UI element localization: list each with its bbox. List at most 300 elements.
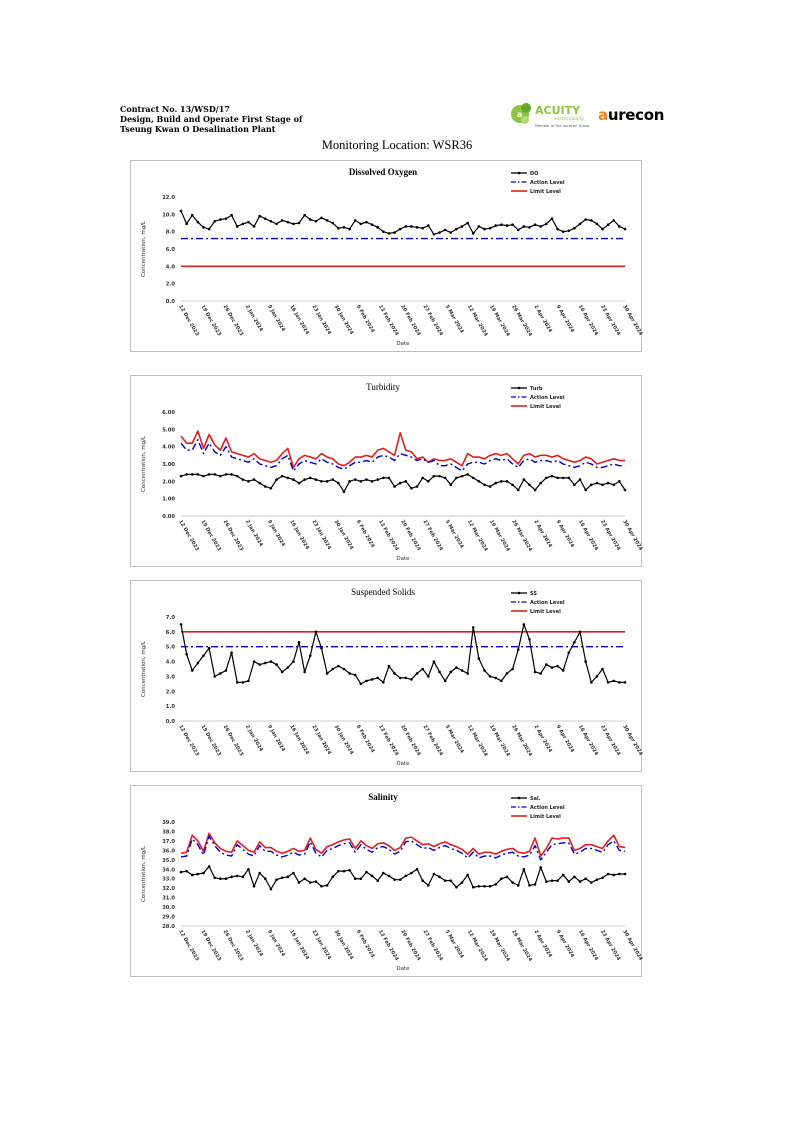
data-point [494,883,497,886]
data-point [343,490,346,493]
x-axis-label: Date [396,761,410,767]
chart-svg [131,161,644,351]
data-point [281,671,284,674]
data-point [230,651,233,654]
x-tick-label: 26 Dec 2023 [221,724,245,758]
data-point [376,677,379,680]
data-point [494,224,497,227]
data-point [466,874,469,877]
data-point [208,865,211,868]
data-point [523,225,526,228]
x-tick-label: 19 Dec 2023 [199,724,223,758]
x-tick-label: 2 Apr 2024 [532,929,554,959]
data-point [612,219,615,222]
data-point [360,480,363,483]
data-point [410,225,413,228]
data-point [371,678,374,681]
chart-svg [131,786,644,976]
data-point [618,225,621,228]
data-point [270,220,273,223]
data-point [376,478,379,481]
data-point [438,876,441,879]
data-point [551,217,554,220]
data-point [365,871,368,874]
data-point [219,218,222,221]
data-point [202,872,205,875]
x-tick-label: 19 Mar 2024 [488,724,511,758]
data-point [545,223,548,226]
data-point [264,877,267,880]
data-point [286,221,289,224]
data-point [449,879,452,882]
data-point [180,475,183,478]
aurecon-logo [598,106,664,124]
y-axis-label: Concentration, mg/L [141,845,147,903]
data-point [494,677,497,680]
data-point [461,225,464,228]
y-tick-label: 10.0 [162,212,175,219]
data-point [433,660,436,663]
data-point [449,231,452,234]
chart-svg [131,581,644,771]
data-point [219,877,222,880]
y-tick-label: 0.0 [165,299,175,305]
data-point [405,480,408,483]
y-tick-label: 12.0 [162,195,175,201]
data-point [348,869,351,872]
data-point [607,681,610,684]
y-tick-label: 2.0 [165,281,175,288]
x-tick-label: 23 Apr 2024 [599,304,622,337]
x-tick-label: 27 Feb 2024 [421,304,444,337]
data-point [517,648,520,651]
data-point [247,868,250,871]
data-point [449,671,452,674]
data-point [523,623,526,626]
data-point [612,874,615,877]
data-point [624,873,627,876]
data-point [337,482,340,485]
legend-label: SS [530,590,537,597]
x-tick-label: 23 Apr 2024 [599,929,622,962]
data-point [208,473,211,476]
x-tick-label: 26 Mar 2024 [510,519,534,553]
data-point [455,886,458,889]
x-tick-label: 13 Feb 2024 [377,519,400,552]
data-point [472,886,475,889]
data-point [286,876,289,879]
contract-line: Tseung Kwan O Desalination Plant [120,124,276,134]
data-point [180,210,183,213]
data-point [382,477,385,480]
data-point [185,870,188,873]
data-point [506,672,509,675]
y-tick-label: 30.0 [162,905,175,912]
x-axis-label: Date [396,966,410,972]
y-tick-label: 4.0 [165,659,175,666]
data-point [545,477,548,480]
data-point [466,222,469,225]
data-point [596,482,599,485]
data-point [253,885,256,888]
legend-marker [518,172,521,175]
data-point [286,666,289,669]
data-point [180,623,183,626]
y-tick-label: 3.00 [162,462,175,468]
data-point [236,875,239,878]
data-point [584,218,587,221]
data-point [292,478,295,481]
data-point [337,227,340,230]
contract-header [120,104,302,134]
legend-marker [518,387,521,390]
data-point [331,222,334,225]
legend-label: Action Level [530,179,565,186]
data-point [388,232,391,235]
data-point [393,231,396,234]
y-tick-label: 0.00 [162,514,175,520]
data-point [562,874,565,877]
chart-title: Salinity [368,792,398,802]
x-tick-label: 26 Dec 2023 [221,519,245,553]
data-point [489,675,492,678]
data-point [410,487,413,490]
data-point [466,672,469,675]
data-point [247,680,250,683]
aurecon-name: urecon [607,106,665,124]
data-point [191,874,194,877]
data-point [275,663,278,666]
data-point [506,224,509,227]
legend-label: DO [530,170,539,177]
data-point [225,669,228,672]
data-point [303,877,306,880]
data-point [298,641,301,644]
x-tick-label: 26 Dec 2023 [221,929,245,963]
data-point [230,214,233,217]
data-point [478,225,481,228]
y-tick-label: 6.00 [162,410,175,416]
data-point [219,672,222,675]
data-point [213,473,216,476]
data-point [410,678,413,681]
data-point [556,665,559,668]
data-point [343,226,346,229]
data-point [607,873,610,876]
x-tick-label: 30 Jan 2024 [332,519,355,551]
x-tick-label: 12 Mar 2024 [465,519,489,553]
data-point [612,484,615,487]
x-tick-label: 19 Dec 2023 [199,304,223,338]
data-point [365,680,368,683]
data-point [528,484,531,487]
data-point [343,668,346,671]
data-point [393,485,396,488]
x-axis-label: Date [396,341,410,347]
data-point [191,473,194,476]
x-tick-label: 30 Apr 2024 [621,519,644,552]
y-tick-label: 7.0 [165,615,175,621]
salinity-chart [130,785,642,977]
y-tick-label: 31.0 [162,895,175,902]
y-tick-label: 39.0 [162,820,175,826]
data-point [281,475,284,478]
data-point [247,480,250,483]
data-point [618,681,621,684]
data-point [264,662,267,665]
monitoring-location-title: Monitoring Location: WSR36 [321,138,473,152]
data-point [354,478,357,481]
data-point [230,473,233,476]
x-tick-label: 16 Apr 2024 [576,519,600,552]
data-point [427,224,430,227]
data-point [264,217,267,220]
data-point [202,654,205,657]
data-point [461,475,464,478]
data-point [416,485,419,488]
x-tick-label: 16 Jan 2024 [288,519,311,551]
x-tick-label: 27 Feb 2024 [421,519,444,552]
data-point [489,227,492,230]
data-point [253,478,256,481]
data-point [399,228,402,231]
data-point [360,683,363,686]
data-point [483,885,486,888]
y-tick-label: 33.0 [162,876,175,883]
data-point [444,229,447,232]
data-point [444,879,447,882]
data-point [219,475,222,478]
x-tick-label: 20 Feb 2024 [399,724,422,757]
data-point [444,680,447,683]
x-tick-label: 26 Mar 2024 [510,724,534,758]
data-point [444,477,447,480]
data-point [596,878,599,881]
data-point [242,223,245,226]
data-point [511,668,514,671]
data-point [399,677,402,680]
data-point [399,878,402,881]
legend-label: Action Level [530,599,565,606]
data-point [292,872,295,875]
data-point [607,482,610,485]
x-tick-label: 9 Jan 2024 [266,304,287,333]
data-point [213,876,216,879]
data-point [427,884,430,887]
legend-label: Limit Level [530,403,561,410]
data-point [601,228,604,231]
data-point [197,221,200,224]
data-point [382,230,385,233]
data-point [551,475,554,478]
data-point [371,223,374,226]
data-point [590,484,593,487]
data-point [461,669,464,672]
x-tick-label: 16 Apr 2024 [576,304,600,337]
data-point [455,666,458,669]
data-point [489,885,492,888]
acuity-name: ACUITY [535,104,581,117]
x-tick-label: 13 Feb 2024 [377,724,400,757]
data-point [292,660,295,663]
data-point [438,475,441,478]
x-tick-label: 6 Feb 2024 [354,929,376,959]
x-tick-label: 12 Mar 2024 [465,304,489,338]
data-point [281,219,284,222]
aurecon-mark: a [598,106,608,124]
y-axis-label: Concentration, mg/L [141,435,147,493]
data-point [382,681,385,684]
x-tick-label: 16 Jan 2024 [288,304,311,336]
data-point [405,875,408,878]
x-tick-label: 26 Mar 2024 [510,304,534,338]
data-point [438,671,441,674]
data-point [494,482,497,485]
data-point [185,473,188,476]
acuity-sub: sustainability [554,117,584,122]
y-tick-label: 28.0 [162,924,175,930]
x-tick-label: 30 Apr 2024 [621,304,644,337]
data-point [348,672,351,675]
x-tick-label: 9 Apr 2024 [554,724,576,754]
legend-marker [518,592,521,595]
data-point [562,477,565,480]
x-tick-label: 26 Mar 2024 [510,929,534,963]
data-point [258,872,261,875]
x-tick-label: 5 Mar 2024 [443,929,465,960]
data-point [270,888,273,891]
data-point [545,663,548,666]
x-tick-label: 20 Feb 2024 [399,304,422,337]
x-tick-label: 20 Feb 2024 [399,519,422,552]
y-tick-label: 35.0 [162,857,175,864]
data-point [517,884,520,887]
data-point [421,879,424,882]
data-point [551,879,554,882]
data-point [455,477,458,480]
data-point [517,229,520,232]
data-point [213,675,216,678]
x-tick-label: 6 Feb 2024 [354,724,376,754]
data-point [326,884,329,887]
data-point [393,672,396,675]
y-tick-label: 3.0 [165,674,175,681]
data-point [242,478,245,481]
data-point [315,478,318,481]
y-tick-label: 6.0 [165,629,175,636]
x-tick-label: 9 Apr 2024 [554,519,576,549]
data-point [180,871,183,874]
legend-label: Limit Level [530,813,561,820]
data-point [365,478,368,481]
y-tick-label: 32.0 [162,886,175,893]
data-point [197,473,200,476]
data-point [466,473,469,476]
x-tick-label: 6 Feb 2024 [354,519,376,549]
data-point [511,484,514,487]
data-point [258,215,261,218]
data-point [601,876,604,879]
data-point [258,482,261,485]
data-point [320,217,323,220]
data-point [185,223,188,226]
x-tick-label: 12 Dec 2023 [177,929,200,963]
data-point [567,651,570,654]
data-point [584,877,587,880]
data-point [427,675,430,678]
data-point [275,478,278,481]
data-point [376,226,379,229]
data-point [405,225,408,228]
data-point [326,672,329,675]
data-point [511,223,514,226]
data-point [612,680,615,683]
data-point [410,872,413,875]
data-point [579,223,582,226]
data-point [191,214,194,217]
data-point [376,879,379,882]
x-tick-label: 19 Dec 2023 [199,929,223,963]
data-point [337,870,340,873]
data-point [500,877,503,880]
series-line-action-level [181,836,625,860]
data-point [309,654,312,657]
data-point [472,477,475,480]
data-point [556,228,559,231]
data-point [618,873,621,876]
data-point [461,881,464,884]
y-tick-label: 8.0 [165,229,175,236]
data-point [337,665,340,668]
data-point [500,223,503,226]
data-point [528,884,531,887]
data-point [303,478,306,481]
data-point [309,477,312,480]
data-point [281,876,284,879]
data-point [573,227,576,230]
y-tick-label: 4.00 [162,444,175,451]
y-tick-label: 5.0 [165,644,175,651]
data-point [405,677,408,680]
data-point [573,484,576,487]
data-point [421,668,424,671]
y-tick-label: 34.0 [162,867,175,874]
data-point [348,228,351,231]
data-point [382,872,385,875]
data-point [309,218,312,221]
data-point [596,223,599,226]
acuity-tagline: Member of the Aurecon Group [535,124,590,128]
data-point [567,477,570,480]
data-point [601,484,604,487]
data-point [253,660,256,663]
legend-label: Sal. [530,795,541,802]
y-tick-label: 29.0 [162,914,175,921]
y-axis-label: Concentration, mg/L [141,220,147,278]
x-tick-label: 19 Mar 2024 [488,304,511,338]
data-point [562,230,565,233]
x-tick-label: 23 Jan 2024 [310,929,333,961]
data-point [500,480,503,483]
data-point [539,866,542,869]
data-point [343,870,346,873]
x-tick-label: 23 Apr 2024 [599,724,622,757]
x-tick-label: 2 Jan 2024 [243,519,264,548]
data-point [303,671,306,674]
x-tick-label: 23 Jan 2024 [310,304,333,336]
y-axis-label: Concentration, mg/L [141,640,147,698]
x-tick-label: 12 Mar 2024 [465,929,489,963]
